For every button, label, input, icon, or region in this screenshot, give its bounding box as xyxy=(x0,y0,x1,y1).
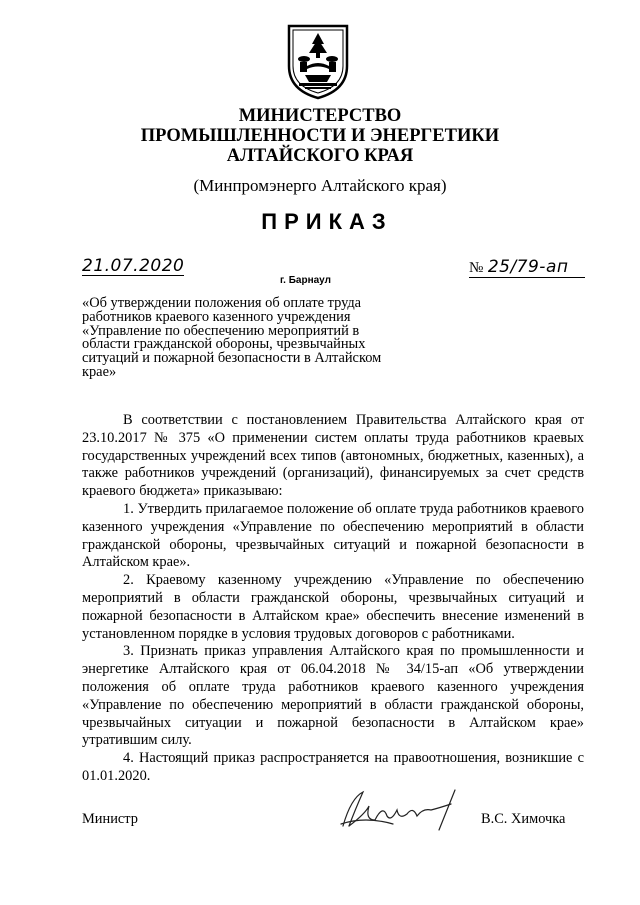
document-body xyxy=(82,412,584,786)
document-number-field xyxy=(469,258,585,278)
ministry-name-line1: МИНИСТЕРСТВО xyxy=(238,106,402,126)
preamble-paragraph: В соответствии с постановлением Правительства Алтайского края от 23.10.2017 № 375 «О применении систем оплаты труда работников краевых государственных учреждений всех типов (автономных, бюджетных, казенных), а также работников учреждений (организаций), финансируемых за счет средств краевого бюджета» приказываю: xyxy=(82,412,584,500)
order-item-3: 3. Признать приказ управления Алтайского края по промышленности и энергетике Алтайского края от 06.04.2018 № 34/15-ап «Об утверждении положения об оплате труда работников краевого казенного учреждения «Управление по обеспечению мероприятий в области гражданской обороны, чрезвычайных ситуации и пожарной безопасности в Алтайском крае» утратившим силу. xyxy=(82,643,584,749)
ministry-name-line2: ПРОМЫШЛЕННОСТИ И ЭНЕРГЕТИКИ xyxy=(140,126,500,146)
document-date: 21.07.2020 xyxy=(82,256,185,276)
order-item-2: 2. Краевому казенному учреждению «Управление по обеспечению мероприятий в области гражданской обороны, чрезвычайных ситуаций и пожарной безопасности в Алтайском крае» обеспечить внесение изменений в установленном порядке в условия трудовых договоров с работниками. xyxy=(82,572,584,642)
document-type-title: ПРИКАЗ xyxy=(261,209,393,234)
order-item-1: 1. Утвердить прилагаемое положение об оплате труда работников краевого казенного учреждения «Управление по обеспечению мероприятий в области гражданской обороны, чрезвычайных ситуаций и пожарной безопасности в Алтайском крае». xyxy=(82,500,584,571)
signer-position: Министр xyxy=(82,811,138,827)
ministry-short-name: (Минпромэнерго Алтайского края) xyxy=(193,176,447,195)
signature-image xyxy=(335,786,485,831)
ministry-name-line3: АЛТАЙСКОГО КРАЯ xyxy=(226,146,414,166)
document-subject: «Об утверждении положения об оплате труда работников краевого казенного учреждения «Управление по обеспечению мероприятий в области гражданской обороны, чрезвычайных ситуаций и пожарной безопасности в Алтайском крае» xyxy=(82,295,382,380)
number-sign: № xyxy=(469,260,484,276)
order-item-4: 4. Настоящий приказ распространяется на правоотношения, возникшие с 01.01.2020. xyxy=(82,750,584,784)
signer-name: В.С. Химочка xyxy=(481,811,566,827)
document-city: г. Барнаул xyxy=(280,275,331,286)
coat-of-arms-icon xyxy=(283,22,353,100)
document-number: 25/79-ап xyxy=(487,257,569,277)
